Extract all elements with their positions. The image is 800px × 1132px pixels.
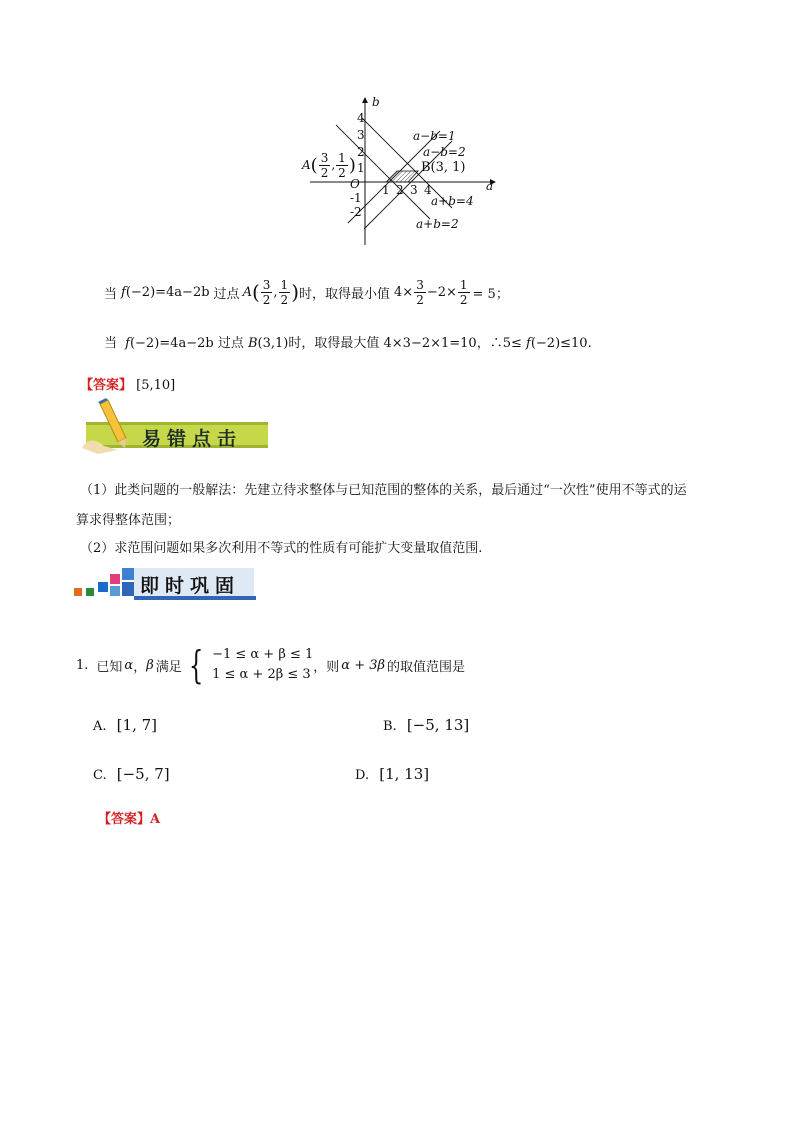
note-1-line-2: 算求得整体范围； <box>76 513 181 528</box>
solution-line-1: 当 f (−2) =4a−2b 过点 A ( $\frac{3}{2}$ , $\frac{1}{2}$ ) 时，取得最小值 4× $\frac{3}{2}$ −2× $\frac{1}{2}$ = 5； <box>104 277 509 307</box>
y-tick-4: 4 <box>357 111 365 125</box>
y-tick-2: 2 <box>357 145 365 159</box>
y-axis-arrow <box>362 97 368 103</box>
banner-practice <box>74 566 256 602</box>
answer-2-label: 【答案】 <box>98 812 151 827</box>
option-c[interactable]: C. [−5, 7] <box>93 765 170 783</box>
point-b-label: B(3, 1) <box>421 160 466 175</box>
y-tick-3: 3 <box>357 128 365 142</box>
option-d[interactable]: D. [1, 13] <box>355 765 430 783</box>
left-brace-icon: { <box>188 643 204 687</box>
x-tick-3: 3 <box>410 183 418 197</box>
answer-value: [5,10] <box>136 378 176 393</box>
answer-line-2 <box>98 808 160 827</box>
y-tick-neg2: -2 <box>350 205 362 219</box>
y-tick-neg1: -1 <box>350 191 362 205</box>
question-number: 1. <box>76 657 89 673</box>
x-tick-1: 1 <box>382 183 390 197</box>
solution-line-2: 当 f(−2)=4a−2b 过点 B(3,1)时，取得最大值 4×3−2×1=10，∴5≤ f(−2)≤10. <box>104 336 592 351</box>
option-b[interactable]: B. [−5, 13] <box>383 716 470 734</box>
note-1-line-1: （1）此类问题的一般解法：先建立待求整体与已知范围的整体的关系，最后通过“一次性”使用不等式的运 <box>80 483 687 498</box>
answer-label: 【答案】 <box>80 378 133 393</box>
label-a-minus-b-1: a−b=1 <box>413 129 456 143</box>
x-axis-label: a <box>486 179 494 193</box>
question-1: 1. 已知 α ， β 满足 { −1 ≤ α + β ≤ 1 1 ≤ α + 2β ≤ 3 ，则 α + 3β 的取值范围是 <box>76 643 466 687</box>
banner-error-title: 易错点击 <box>142 428 243 450</box>
x-tick-2: 2 <box>396 183 404 197</box>
banner-practice-title: 即时巩固 <box>140 575 241 597</box>
inequality-system <box>184 645 314 685</box>
label-a-plus-b-2: a+b=2 <box>416 217 459 231</box>
system-line-2: 1 ≤ α + 2β ≤ 3 <box>212 667 311 682</box>
region-graph <box>300 95 500 255</box>
y-axis-label: b <box>372 95 380 109</box>
system-line-1: −1 ≤ α + β ≤ 1 <box>212 647 314 662</box>
answer-2-value: A <box>150 812 161 827</box>
option-a[interactable]: A. [1, 7] <box>93 716 157 734</box>
label-a-plus-b-4: a+b=4 <box>431 194 474 208</box>
banner-error-points <box>78 398 268 456</box>
label-a-minus-b-2: a−b=2 <box>423 145 466 159</box>
origin-label: O <box>350 177 360 191</box>
point-a-label: A( $\frac{3}{2}$ , $\frac{1}{2}$ ) <box>302 151 356 180</box>
x-tick-4: 4 <box>424 183 432 197</box>
answer-line-1 <box>80 374 175 393</box>
note-2: （2）求范围问题如果多次利用不等式的性质有可能扩大变量取值范围. <box>80 541 483 556</box>
y-tick-1: 1 <box>357 161 365 175</box>
